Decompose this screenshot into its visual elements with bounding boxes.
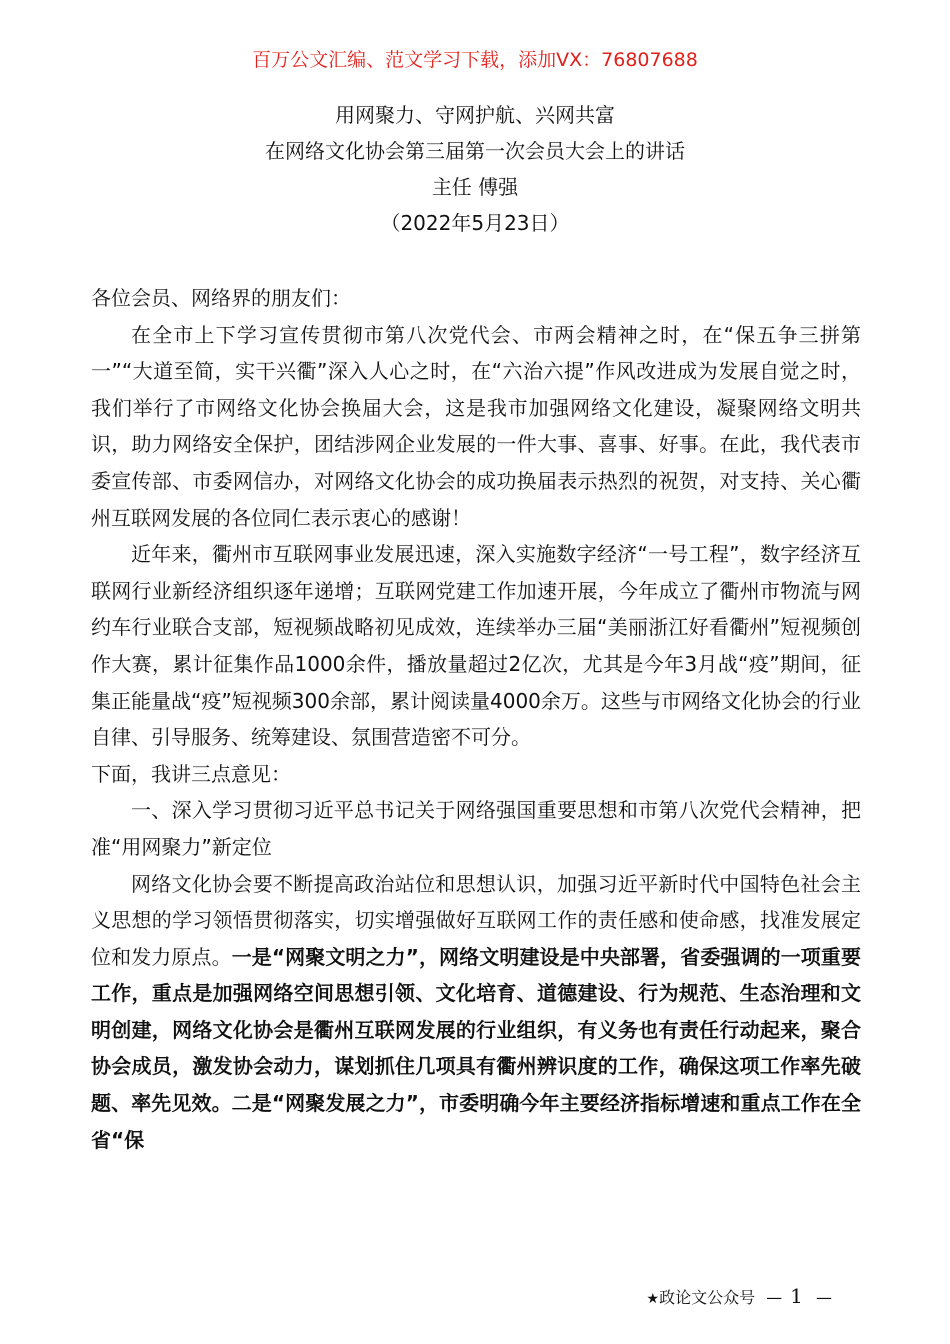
speech-subtitle: 在网络文化协会第三届第一次会员大会上的讲话 — [265, 139, 685, 163]
paragraph-opening: 在全市上下学习宣传贯彻市第八次党代会、市两会精神之时，在“保五争三拼第一”“大道至简，实干兴衢”深入人心之时，在“六治六提”作风改进成为发展自觉之时，我们举行了市网络文化协会换届大会，这是我市加强网络文化建设，凝聚网络文明共识，助力网络安全保护，团结涉网企业发展的一件大事、喜事、好事。在此，我代表市委宣传部、市委网信办，对网络文化协会的成功换届表示热烈的祝贺，对支持、关心衢州互联网发展的各位同仁表示衷心的感谢！ — [91, 322, 861, 530]
section-heading-1: 一、深入学习贯彻习近平总书记关于网络强国重要思想和市第八次党代会精神，把准“用网聚力”新定位 — [91, 798, 861, 859]
footer-dash-left: — — [766, 1288, 783, 1307]
paragraph-positioning-normal: 网络文化协会要不断提高政治站位和思想认识，加强习近平新时代中国特色社会主义思想的学习领悟贯彻落实，切实增强做好互联网工作的责任感和使命感，找准发展定位和发力原点。 — [91, 871, 861, 969]
page-number: 1 — [790, 1284, 803, 1308]
star-icon: ★ — [646, 1291, 660, 1307]
page-footer — [647, 1284, 833, 1311]
paragraph-achievements: 近年来，衢州市互联网事业发展迅速，深入实施数字经济“一号工程”，数字经济互联网行业新经济组织逐年递增；互联网党建工作加速开展，今年成立了衢州市物流与网约车行业联合支部，短视频战略初见成效，连续举办三届“美丽浙江好看衢州”短视频创作大赛，累计征集作品1000余件，播放量超过2亿次，尤其是今年3月战“疫”期间，征集正能量战“疫”短视频300余部，累计阅读量4000余万。这些与市网络文化协会的行业自律、引导服务、统筹建设、氛围营造密不可分。 — [91, 542, 861, 750]
salutation: 各位会员、网络界的朋友们： — [91, 286, 351, 310]
speech-body — [91, 280, 861, 1158]
paragraph-intro: 下面，我讲三点意见： — [91, 761, 291, 786]
watermark-banner: 百万公文汇编、范文学习下载，添加VX：76807688 — [252, 49, 698, 71]
speech-title: 用网聚力、守网护航、兴网共富 — [335, 103, 615, 127]
speech-date: （2022年5月23日） — [380, 211, 570, 235]
paragraph-positioning — [91, 866, 861, 1159]
paragraph-positioning-bold: 一是“网聚文明之力”，网络文明建设是中央部署，省委强调的一项重要工作，重点是加强网络空间思想引领、文化培育、道德建设、行为规范、生态治理和文明创建，网络文化协会是衢州互联网发展的行业组织，有义务也有责任行动起来，聚合协会成员，激发协会动力，谋划抓住几项具有衢州辨识度的工作，确保这项工作率先破题、率先见效。二是“网聚发展之力”，市委明确今年主要经济指标增速和重点工作在全省“保 — [91, 944, 861, 1152]
footer-dash-right: — — [816, 1288, 832, 1307]
speaker-name: 主任 傅强 — [431, 175, 519, 199]
footer-label: 政论文公众号 — [659, 1288, 756, 1307]
